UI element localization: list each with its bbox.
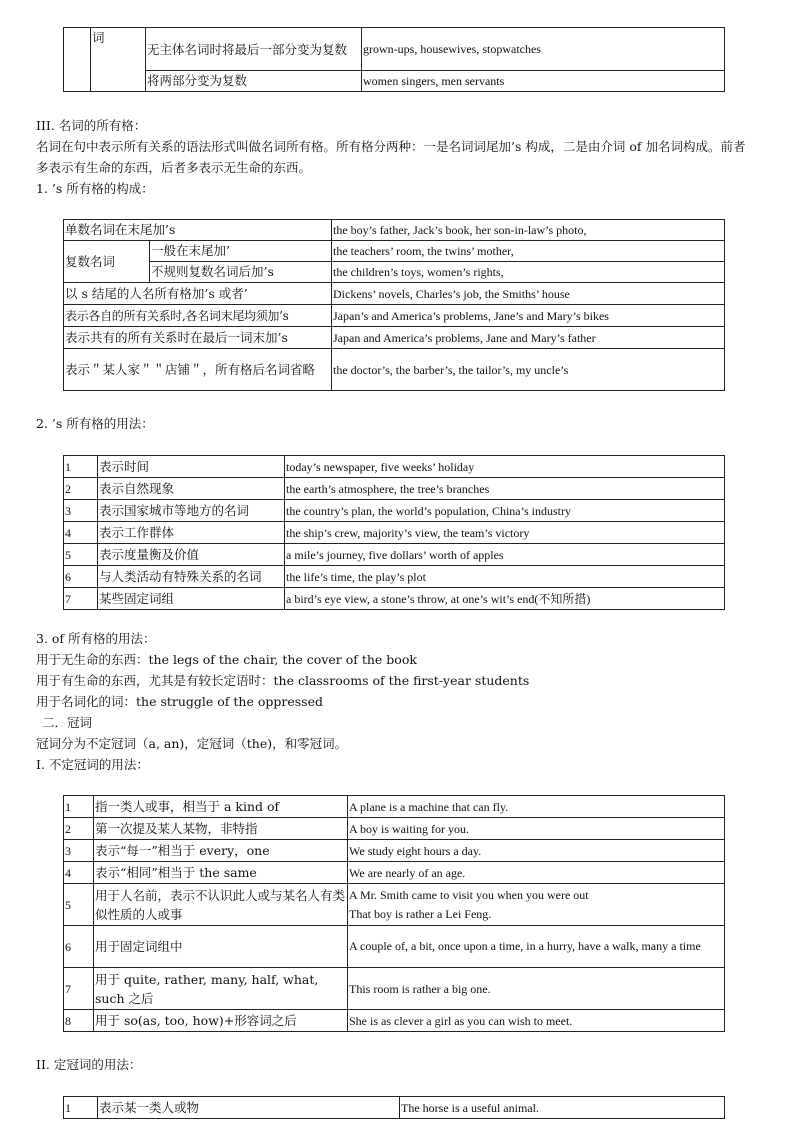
example-cell: women singers, men servants [362,71,725,92]
row-number: 6 [64,926,94,968]
usage-cell: 表示“每一”相当于 every，one [94,840,348,862]
plural-compound-table [63,27,725,92]
row-number: 8 [64,1010,94,1032]
subheading-definite: II. 定冠词的用法： [36,1057,142,1072]
usage-cell: 用于 quite, rather, many, half, what, such 之后 [94,968,348,1010]
of-usage-line: 用于名词化的词：the struggle of the oppressed [36,694,323,709]
section-heading-possessive: III. 名词的所有格： [36,118,147,133]
blank-cell [64,28,91,92]
example-cell: the doctor’s, the barber’s, the tailor’s, my uncle’s [332,349,725,391]
definite-article-table [63,1096,725,1119]
article-intro: 冠词分为不定冠词（a, an)，定冠词（the)，和零冠词。 [36,736,348,751]
usage-cell: 表示度量衡及价值 [98,544,285,566]
rule-cell: 将两部分变为复数 [146,71,362,92]
plural-noun-label: 复数名词 [64,241,150,283]
row-number: 6 [64,566,98,588]
usage-cell: 表示国家城市等地方的名词 [98,500,285,522]
section-heading-article: 二．冠词 [42,715,93,730]
usage-cell: 某些固定词组 [98,588,285,610]
of-usage-line: 用于无生命的东西：the legs of the chair, the cover of the book [36,652,417,667]
indefinite-article-table [63,795,725,1032]
example-cell: the teachers’ room, the twins’ mother, [332,241,725,262]
usage-cell: 指一类人或事，相当于 a kind of [94,796,348,818]
example-cell: the life’s time, the play’s plot [285,566,725,588]
possessive-construction-table [63,219,725,391]
category-cell: 词 [91,28,146,92]
subheading-usage: 2. ’s 所有格的用法： [36,416,154,431]
rule-cell: 单数名词在末尾加’s [64,220,332,241]
example-cell: the boy’s father, Jack’s book, her son-in-law’s photo, [332,220,725,241]
example-cell: A boy is waiting for you. [348,818,725,840]
row-number: 7 [64,968,94,1010]
rule-cell: 表示各自的所有关系时,各名词末尾均须加’s [64,305,332,327]
subheading-indefinite: I. 不定冠词的用法： [36,757,149,772]
example-cell: Dickens’ novels, Charles’s job, the Smiths’ house [332,283,725,305]
example-cell: Japan’s and America’s problems, Jane’s and Mary’s bikes [332,305,725,327]
row-number: 2 [64,478,98,500]
row-number: 3 [64,500,98,522]
example-cell: the earth’s atmosphere, the tree’s branches [285,478,725,500]
example-cell: the ship’s crew, majority’s view, the team’s victory [285,522,725,544]
row-number: 1 [64,796,94,818]
rule-cell: 无主体名词时将最后一部分变为复数 [146,28,362,71]
usage-cell: 第一次提及某人某物，非特指 [94,818,348,840]
rule-cell: 不规则复数名词后加’s [150,262,332,283]
row-number: 5 [64,544,98,566]
usage-cell: 用于 so(as, too, how)+形容词之后 [94,1010,348,1032]
usage-cell: 表示自然现象 [98,478,285,500]
usage-cell: 表示“相同”相当于 the same [94,862,348,884]
usage-cell: 表示时间 [98,456,285,478]
rule-cell: 以 s 结尾的人名所有格加’s 或者’ [64,283,332,305]
usage-cell: 用于固定词组中 [94,926,348,968]
example-cell: a mile’s journey, five dollars’ worth of apples [285,544,725,566]
row-number: 1 [64,456,98,478]
example-cell: A Mr. Smith came to visit you when you were out That boy is rather a Lei Feng. [348,884,725,926]
possessive-usage-table [63,455,725,610]
example-cell: She is as clever a girl as you can wish to meet. [348,1010,725,1032]
row-number: 4 [64,522,98,544]
row-number: 1 [64,1097,98,1119]
example-cell: a bird’s eye view, a stone’s throw, at one’s wit’s end(不知所措) [285,588,725,610]
example-cell: the country’s plan, the world’s population, China’s industry [285,500,725,522]
example-cell: This room is rather a big one. [348,968,725,1010]
subheading-construction: 1. ’s 所有格的构成： [36,181,154,196]
usage-cell: 与人类活动有特殊关系的名词 [98,566,285,588]
example-cell: the children’s toys, women’s rights, [332,262,725,283]
row-number: 2 [64,818,94,840]
usage-cell: 表示工作群体 [98,522,285,544]
example-cell: A plane is a machine that can fly. [348,796,725,818]
example-cell: We are nearly of an age. [348,862,725,884]
example-cell: A couple of, a bit, once upon a time, in a hurry, have a walk, many a time [348,926,725,968]
subheading-of-possessive: 3. of 所有格的用法： [36,631,156,646]
possessive-intro-paragraph: 名词在句中表示所有关系的语法形式叫做名词所有格。所有格分两种：一是名词词尾加’s 构成，二是由介词 of 加名词构成。前者多表示有生命的东西，后者多表示无生命的东西。 [36,139,746,175]
example-cell: today’s newspaper, five weeks’ holiday [285,456,725,478]
row-number: 5 [64,884,94,926]
of-usage-line: 用于有生命的东西，尤其是有较长定语时：the classrooms of the first-year students [36,673,530,688]
example-cell: The horse is a useful animal. [400,1097,725,1119]
row-number: 4 [64,862,94,884]
rule-cell: 表示＂某人家＂＂店铺＂，所有格后名词省略 [64,349,332,391]
usage-cell: 表示某一类人或物 [98,1097,400,1119]
example-cell: We study eight hours a day. [348,840,725,862]
rule-cell: 表示共有的所有关系时在最后一词末加’s [64,327,332,349]
rule-cell: 一般在末尾加’ [150,241,332,262]
example-cell: Japan and America’s problems, Jane and Mary’s father [332,327,725,349]
usage-cell: 用于人名前，表示不认识此人或与某名人有类似性质的人或事 [94,884,348,926]
row-number: 7 [64,588,98,610]
row-number: 3 [64,840,94,862]
example-cell: grown-ups, housewives, stopwatches [362,28,725,71]
